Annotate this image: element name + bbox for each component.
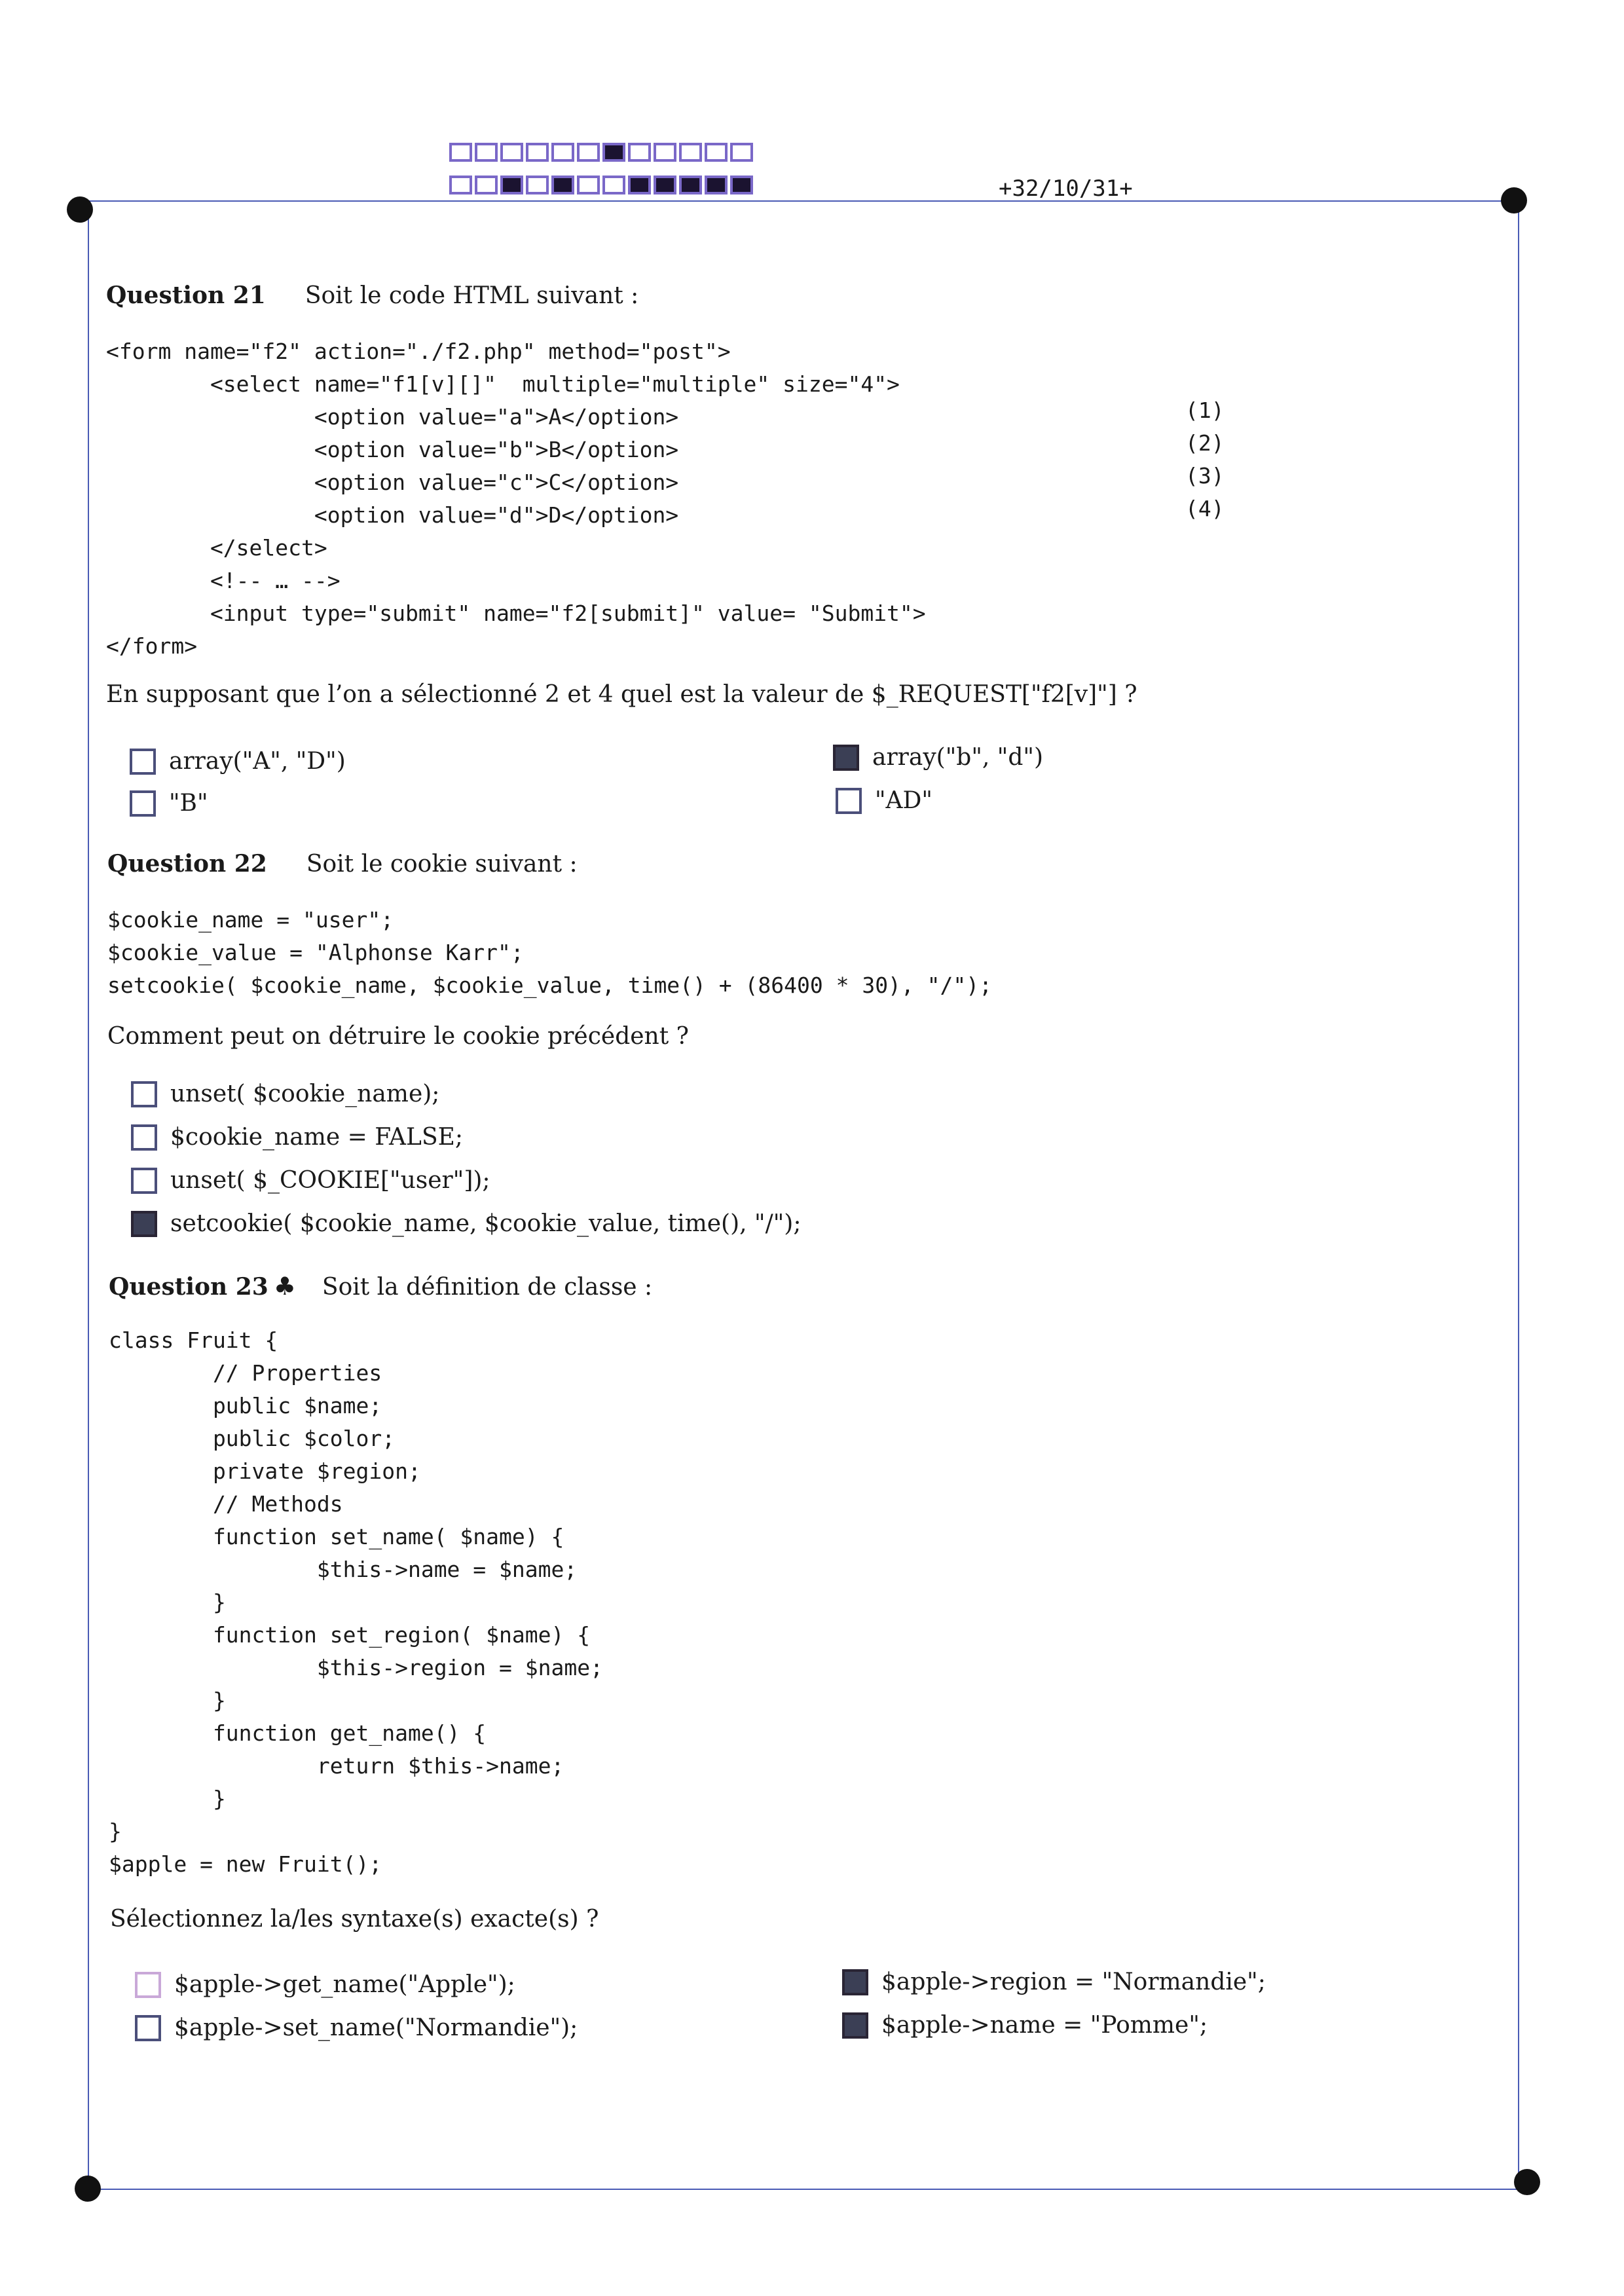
code-bit <box>705 176 728 194</box>
code-bit <box>551 143 574 162</box>
question-22-heading <box>107 850 578 878</box>
code-bit <box>449 143 472 162</box>
code-bit <box>705 143 728 162</box>
question-21-prompt: En supposant que l’on a sélectionné 2 et 4 quel est la valeur de $_REQUEST["f2[v]"] ? <box>106 681 1137 708</box>
code-bit <box>654 176 676 194</box>
code-bit <box>577 143 600 162</box>
question-21-heading <box>106 282 638 309</box>
answer-checkbox[interactable] <box>135 2015 161 2041</box>
answer-option[interactable] <box>836 787 932 814</box>
code-bit <box>602 176 625 194</box>
line-number-2: (2) <box>1185 430 1225 456</box>
code-bit <box>730 143 753 162</box>
code-bit <box>602 143 625 162</box>
code-bit <box>654 143 676 162</box>
code-block-cookie: $cookie_name = "user"; $cookie_value = "Alphonse Karr"; setcookie( $cookie_name, $cookie_value, time() + (86400 * 30), "/"); <box>107 907 993 998</box>
corner-mark-bottom-left <box>75 2176 101 2202</box>
answer-label: $cookie_name = FALSE; <box>170 1124 464 1151</box>
answer-label: setcookie( $cookie_name, $cookie_value, time(), "/"); <box>170 1210 802 1237</box>
answer-label: array("b", "d") <box>872 744 1043 771</box>
question-23-prompt: Sélectionnez la/les syntaxe(s) exacte(s) ? <box>110 1906 599 1933</box>
code-bit <box>475 143 498 162</box>
code-bit <box>551 176 574 194</box>
line-number-3: (3) <box>1185 463 1225 489</box>
code-bit <box>500 143 523 162</box>
question-number: Question 21 <box>106 282 266 309</box>
code-block-php-class: class Fruit { // Properties public $name; public $color; private $region; // Methods function set_name( $name) { $this->name = $name; } function set_region( $name) { $this->region = $name; } function get_name() { return $this->name; } } $apple = new Fruit(); <box>109 1327 603 1877</box>
frame-bottom-line <box>88 2189 1526 2190</box>
question-number: Question 22 <box>107 850 267 878</box>
question-22-prompt: Comment peut on détruire le cookie précédent ? <box>107 1023 689 1050</box>
line-number-4: (4) <box>1185 496 1225 521</box>
answer-checkbox-checked[interactable] <box>842 2012 868 2039</box>
answer-option[interactable] <box>135 2014 578 2041</box>
answer-checkbox[interactable] <box>130 790 156 817</box>
code-bit <box>526 143 549 162</box>
answer-checkbox[interactable] <box>135 1972 161 1998</box>
corner-mark-bottom-right <box>1514 2169 1540 2195</box>
answer-label: unset( $cookie_name); <box>170 1081 440 1107</box>
answer-label: $apple->region = "Normandie"; <box>881 1969 1266 1995</box>
code-bit <box>577 176 600 194</box>
answer-checkbox[interactable] <box>130 749 156 775</box>
code-block-html-form: <form name="f2" action="./f2.php" method="post"> <select name="f1[v][]" multiple="multiple" size="4"> <option value="a">A</option> <option value="b">B</option> <option value="c">C</option> <option value="d">D</option> </select> <!-- … --> <input type="submit" name="f2[submit]" value= "Submit"> </form> <box>106 339 926 659</box>
answer-option[interactable] <box>842 2012 1208 2039</box>
answer-checkbox[interactable] <box>836 788 862 814</box>
answer-option[interactable] <box>131 1167 490 1194</box>
frame-left-line <box>88 210 89 2184</box>
answer-label: "B" <box>169 790 208 817</box>
code-bit <box>500 176 523 194</box>
code-bit <box>679 176 702 194</box>
answer-option[interactable] <box>131 1081 439 1107</box>
code-bit <box>628 176 651 194</box>
answer-checkbox-checked[interactable] <box>131 1211 157 1237</box>
answer-label: $apple->name = "Pomme"; <box>881 2012 1208 2039</box>
line-number-1: (1) <box>1185 398 1225 423</box>
answer-option[interactable] <box>130 748 346 775</box>
corner-mark-top-left <box>67 196 93 223</box>
answer-option[interactable] <box>135 1971 515 1998</box>
code-bit <box>679 143 702 162</box>
question-intro: Soit le cookie suivant : <box>306 851 578 878</box>
code-bit <box>730 176 753 194</box>
question-intro: Soit le code HTML suivant : <box>304 282 639 309</box>
answer-checkbox[interactable] <box>131 1124 157 1151</box>
answer-checkbox[interactable] <box>131 1168 157 1194</box>
answer-label: $apple->get_name("Apple"); <box>174 1971 515 1998</box>
answer-label: array("A", "D") <box>169 748 346 775</box>
code-bit <box>526 176 549 194</box>
answer-checkbox-checked[interactable] <box>842 1969 868 1995</box>
answer-checkbox[interactable] <box>131 1081 157 1107</box>
answer-option[interactable] <box>833 744 1043 771</box>
club-marker-icon: ♣ <box>273 1272 296 1301</box>
answer-checkbox-checked[interactable] <box>833 745 859 771</box>
corner-mark-top-right <box>1501 187 1527 213</box>
code-bit <box>475 176 498 194</box>
answer-option[interactable] <box>131 1124 463 1151</box>
answer-label: unset( $_COOKIE["user"]); <box>170 1167 490 1194</box>
answer-label: "AD" <box>875 787 932 814</box>
frame-right-line <box>1518 210 1519 2184</box>
code-bit <box>628 143 651 162</box>
answer-option[interactable] <box>130 790 208 817</box>
answer-label: $apple->set_name("Normandie"); <box>174 2014 578 2041</box>
question-23-heading <box>109 1272 652 1301</box>
question-number: Question 23 <box>109 1273 268 1301</box>
answer-option[interactable] <box>131 1210 801 1237</box>
answer-option[interactable] <box>842 1969 1266 1995</box>
page-identifier: +32/10/31+ <box>999 176 1133 202</box>
frame-top-line <box>80 200 1513 202</box>
binary-code-row-2 <box>449 176 753 194</box>
question-intro: Soit la définition de classe : <box>322 1274 653 1301</box>
binary-code-row-1 <box>449 143 753 162</box>
code-bit <box>449 176 472 194</box>
